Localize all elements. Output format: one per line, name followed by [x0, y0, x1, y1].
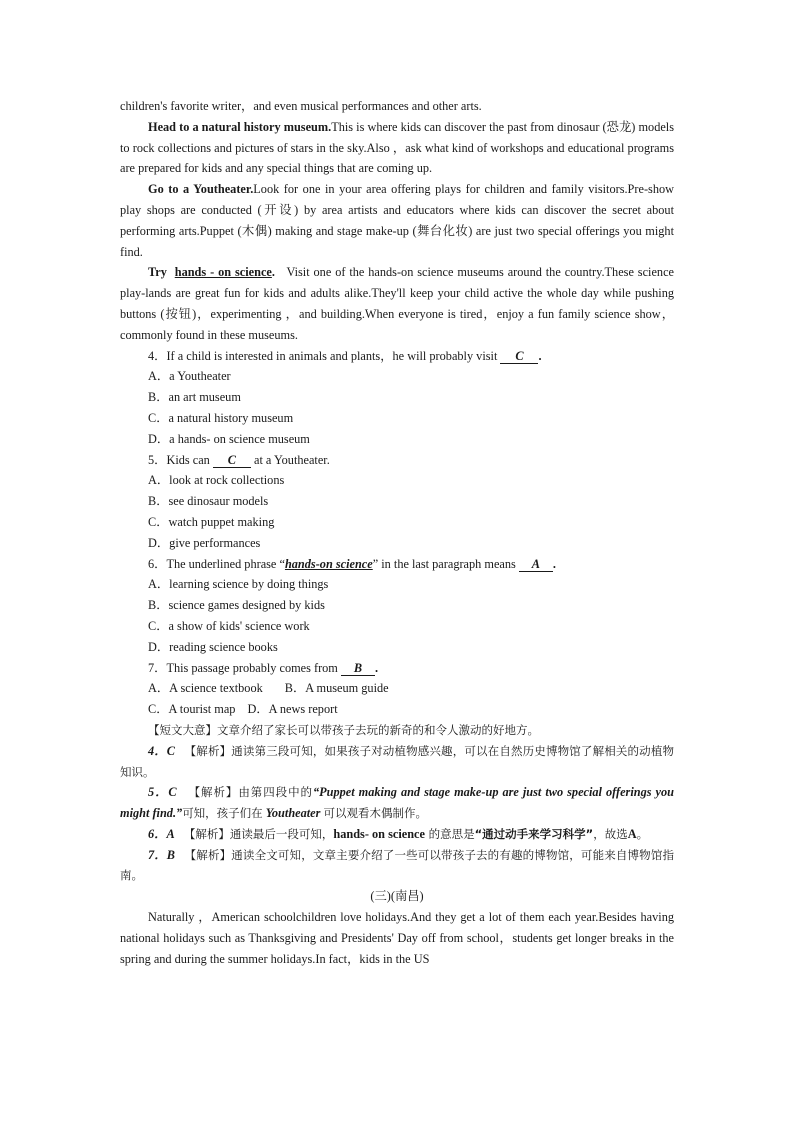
question-6	[120, 554, 674, 658]
option-d: D．reading science books	[148, 639, 278, 654]
question-stem: 6．The underlined phrase “hands-on science” in the last paragraph means A .	[148, 556, 556, 571]
option-a: A．learning science by doing things	[148, 577, 329, 592]
options-row	[148, 678, 674, 699]
analysis-4: 4．C 【解析】通读第三段可知，如果孩子对动植物感兴趣，可以在自然历史博物馆了解相关的动植物知识。	[120, 743, 674, 779]
option-d: D．give performances	[148, 535, 261, 550]
section-title: (三)(南昌)	[370, 889, 424, 904]
option-c: C．a show of kids' science work	[148, 618, 310, 633]
option-c: C．A tourist map	[148, 702, 236, 717]
underlined-phrase: hands-on science	[284, 556, 373, 571]
analysis-5: 5．C 【解析】由第四段中的“Puppet making and stage make-up are just two special offerings you might find.”可知，孩子们在 Youtheater 可以观看木偶制作。	[120, 785, 674, 821]
option-b: B．see dinosaur models	[148, 494, 269, 509]
option-b: B．an art museum	[148, 390, 241, 405]
option-b: B．science games designed by kids	[148, 598, 325, 613]
question-5	[120, 450, 674, 554]
continuation-line: children's favorite writer，and even musical performances and other arts.	[120, 99, 482, 113]
option-c: C．watch puppet making	[148, 514, 275, 529]
option-b: B．A museum guide	[284, 681, 389, 696]
paragraph-hands-on-science	[120, 262, 674, 345]
analysis-7: 7．B 【解析】通读全文可知，文章主要介绍了一些可以带孩子去的有趣的博物馆，可能来自博物馆指南。	[120, 847, 674, 883]
analysis-6: 6．A 【解析】通读最后一段可知，hands- on science 的意思是“通过动手来学习科学”，故选A。	[148, 826, 649, 841]
question-4	[120, 346, 674, 450]
heading-period: .	[271, 265, 275, 280]
next-passage: Naturally ，American schoolchildren love holidays.And they get a lot of them each year.Besides having national holidays such as Thanksgiving and Presidents' Day off from school，students get longer breaks in the spring and during the summer holidays.In fact，kids in the US	[120, 910, 674, 966]
question-stem: 5．Kids can C at a Youtheater.	[148, 452, 330, 467]
underlined-phrase: hands - on science	[174, 265, 272, 280]
summary: 【短文大意】文章介绍了家长可以带孩子去玩的新奇的和令人激动的好地方。	[148, 722, 539, 737]
options-row	[148, 699, 674, 720]
answer-blank: A	[519, 557, 553, 572]
option-d: D．A news report	[247, 702, 338, 717]
question-stem: 4．If a child is interested in animals and plants，he will probably visit C .	[148, 348, 542, 363]
question-stem: 7．This passage probably comes from B .	[148, 660, 379, 675]
answer-blank: C	[500, 349, 538, 364]
option-a: A．A science textbook	[148, 681, 263, 696]
question-7	[120, 658, 674, 720]
answer-blank: C	[213, 453, 251, 468]
paragraph-heading: Go to a Youtheater.	[148, 182, 254, 197]
paragraph-heading: Try	[148, 265, 167, 280]
paragraph-youtheater	[120, 179, 674, 262]
answer-blank: B	[341, 661, 375, 676]
paragraph-body: Visit one of the hands-on science museums around the country.These science play-lands are great fun for kids and adults alike.They'll keep your child active the whole day while pushing buttons (按钮)，experimenting ，and building.When everyone is tired，enjoy a fun family science show，commonly found in these museums.	[120, 265, 674, 342]
paragraph-body: This is where kids can discover the past from dinosaur (恐龙) models to rock collections and pictures of stars in the sky.Also ，ask what kind of workshops and educational programs are prepared for kids and any special things that are coming up.	[120, 119, 675, 176]
option-d: D．a hands- on science museum	[148, 431, 310, 446]
option-a: A．look at rock collections	[148, 473, 285, 488]
paragraph-natural-history-museum	[120, 117, 674, 179]
paragraph-body: Look for one in your area offering plays for children and family visitors.Pre-show play shops are conducted (开设) by area artists and educators where kids can discover the secret about performing arts.Puppet (木偶) making and stage make-up (舞台化妆) are just two special offerings you might find.	[120, 182, 675, 259]
option-a: A．a Youtheater	[148, 369, 231, 384]
content	[120, 96, 674, 969]
paragraph-heading: Head to a natural history museum.	[148, 119, 332, 134]
option-c: C．a natural history museum	[148, 410, 294, 425]
